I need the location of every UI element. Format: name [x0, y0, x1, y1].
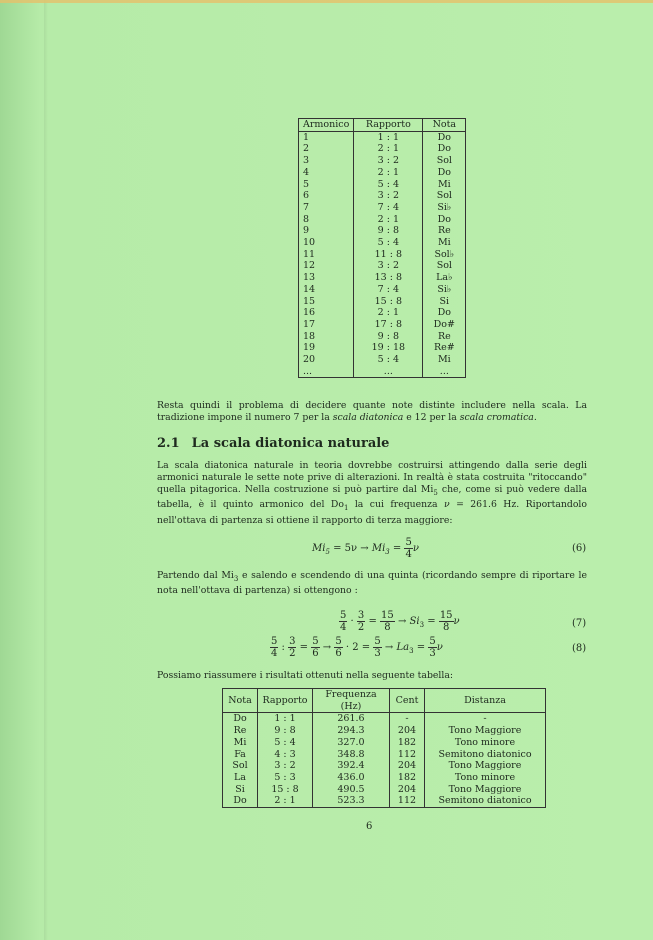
eq8-f4n: 5: [335, 636, 342, 647]
equation-6-number: (6): [572, 543, 587, 554]
table-row: [299, 155, 466, 167]
eq8-f6n: 5: [429, 636, 436, 647]
paragraph-construction: [157, 460, 587, 527]
table-cell: 392.4: [313, 760, 390, 772]
eq8-f5n: 5: [374, 636, 381, 647]
table-row: [299, 307, 466, 319]
section-title: La scala diatonica naturale: [191, 436, 390, 451]
eq8-arrow: →: [319, 642, 335, 653]
notes-header-row: [223, 689, 546, 713]
table-cell: 6: [299, 190, 354, 202]
table-row: [299, 190, 466, 202]
table-row: [223, 784, 546, 796]
eq8-f3n: 5: [312, 636, 319, 647]
table-cell: Si: [223, 784, 258, 796]
table-row: [299, 366, 466, 378]
table-cell: 8: [299, 214, 354, 226]
table-cell: Do: [223, 795, 258, 807]
eq8-dot2: · 2 =: [342, 642, 374, 653]
eq7-lhs: Si: [409, 616, 420, 627]
table-cell: 19 : 18: [354, 342, 423, 354]
eq7-dot: ·: [347, 616, 357, 627]
section-number: 2.1: [157, 436, 180, 451]
table-cell: 204: [390, 725, 425, 737]
table-cell: Si♭: [423, 284, 466, 296]
table-cell: Mi: [223, 737, 258, 749]
table-cell: La♭: [423, 272, 466, 284]
table-cell: 490.5: [313, 784, 390, 796]
eq7-f1d: 4: [340, 622, 347, 633]
header-cent: Cent: [390, 689, 425, 713]
top-edge: [0, 0, 653, 3]
para2-text-a: La scala diatonica naturale in teoria dovrebbe costruirsi attingendo dalla serie degli armonici naturale le sette note prive di alterazioni. In realtà è stata costruita "ritoccando" quella pitagorica. Nella costruzione si può partire dal Mi: [157, 460, 587, 496]
eq8-frac5: [373, 636, 381, 659]
table-cell: 3 : 2: [354, 260, 423, 272]
table-cell: 1 : 1: [354, 131, 423, 143]
table-cell: 15 : 8: [354, 296, 423, 308]
equation-6: [312, 537, 419, 560]
table-cell: Do: [423, 143, 466, 155]
table-row: [299, 272, 466, 284]
eq8-lhs-sub: 3: [409, 647, 414, 655]
eq8-frac3: [311, 636, 319, 659]
table-cell: Fa: [223, 749, 258, 761]
eq7-f2d: 2: [357, 622, 365, 633]
header-rapporto: Rapporto: [258, 689, 313, 713]
eq8-f2n: 3: [289, 636, 296, 647]
table-cell: 112: [390, 795, 425, 807]
section-heading: [157, 436, 389, 451]
table-cell: Re#: [423, 342, 466, 354]
para2-text-b: che, come si può vedere dalla tabella, è il quinto armonico del Do: [157, 484, 588, 511]
eq8-colon: :: [278, 642, 289, 653]
table-cell: 294.3: [313, 725, 390, 737]
para3-text-a: Partendo dal Mi: [157, 570, 234, 581]
eq7-f2n: 3: [357, 610, 365, 621]
table-cell: 327.0: [313, 737, 390, 749]
table-cell: 261.6: [313, 713, 390, 725]
table-cell: 9 : 8: [354, 331, 423, 343]
eq7-f4d: 8: [442, 622, 450, 633]
table-row: [299, 225, 466, 237]
eq8-frac6: [428, 636, 436, 659]
table-cell: Mi: [423, 237, 466, 249]
eq8-frac4: [334, 636, 342, 659]
eq6-eq: =: [389, 543, 405, 554]
table-cell: 9 : 8: [354, 225, 423, 237]
eq6-lhs: Mi: [312, 543, 326, 554]
page-fold-shadow: [44, 0, 48, 940]
table-cell: Mi: [423, 354, 466, 366]
eq7-eq2: =: [424, 616, 439, 627]
harmonics-table: [298, 118, 466, 378]
para1-chromatic: scala cromatica: [459, 412, 534, 424]
header-armonico: Armonico: [299, 119, 354, 132]
table-row: [223, 725, 546, 737]
header-nota: Nota: [223, 689, 258, 713]
para1-diatonic: scala diatonica: [332, 412, 404, 424]
table-cell: Do: [223, 713, 258, 725]
table-cell: 2 : 1: [354, 167, 423, 179]
para1-text-a: Resta quindi il problema di decidere quante note distinte includere nella scala. La tradizione impone il numero 7 per la: [157, 400, 587, 424]
table-cell: ...: [354, 366, 423, 378]
table-cell: 17 : 8: [354, 319, 423, 331]
table-cell: 3 : 2: [354, 190, 423, 202]
eq6-rhs: Mi: [371, 543, 386, 554]
table-cell: Re: [423, 331, 466, 343]
table-cell: 3 : 2: [354, 155, 423, 167]
table-cell: Semitono diatonico: [425, 795, 546, 807]
eq6-num: 5: [405, 537, 412, 548]
para3-text-b: e salendo e scendendo di una quinta (ricordando sempre di riportare le nota nell'ottava di partenza) si ottengono :: [157, 570, 587, 597]
para2-nu: ν: [444, 499, 450, 511]
table-row: [299, 167, 466, 179]
eq8-f3d: 6: [312, 648, 319, 659]
table-cell: Tono minore: [425, 737, 546, 749]
header-distanza: Distanza: [425, 689, 546, 713]
paragraph-scale-count: [157, 400, 587, 424]
table-cell: 2 : 1: [258, 795, 313, 807]
table-cell: 11 : 8: [354, 249, 423, 261]
eq8-arrow2: →: [381, 642, 397, 653]
harmonics-header-row: [299, 119, 466, 132]
para1-text-c: e 12 per la: [403, 412, 460, 424]
table-cell: 18: [299, 331, 354, 343]
table-cell: 436.0: [313, 772, 390, 784]
eq7-f1n: 5: [340, 610, 347, 621]
eq8-eq: =: [296, 642, 312, 653]
table-cell: 3: [299, 155, 354, 167]
eq7-nu: ν: [453, 616, 460, 627]
table-cell: 1 : 1: [258, 713, 313, 725]
eq8-lhs: La: [396, 642, 410, 653]
header-nota: Nota: [423, 119, 466, 132]
table-cell: 10: [299, 237, 354, 249]
table-cell: 14: [299, 284, 354, 296]
table-cell: 12: [299, 260, 354, 272]
table-cell: 4 : 3: [258, 749, 313, 761]
eq7-frac3: [380, 610, 395, 633]
table-cell: Si: [423, 296, 466, 308]
table-row: [299, 131, 466, 143]
table-row: [223, 772, 546, 784]
table-cell: Sol♭: [423, 249, 466, 261]
table-cell: -: [425, 713, 546, 725]
table-cell: 9 : 8: [258, 725, 313, 737]
para2-sub-b: 1: [343, 504, 349, 513]
eq8-f1d: 4: [271, 648, 278, 659]
equation-8: [270, 636, 443, 659]
table-row: [299, 214, 466, 226]
table-cell: Re: [223, 725, 258, 737]
table-cell: 13: [299, 272, 354, 284]
table-row: [299, 249, 466, 261]
table-cell: 7: [299, 202, 354, 214]
para2-text-d: = 261.6 Hz. Riportandolo nell'ottava di partenza si ottiene il rapporto di terza maggiore:: [157, 499, 588, 526]
table-cell: Tono Maggiore: [425, 725, 546, 737]
table-cell: Sol: [423, 260, 466, 272]
header-frequenza: Frequenza (Hz): [313, 689, 390, 713]
eq7-f3d: 8: [384, 622, 391, 633]
notes-table: [222, 688, 546, 808]
table-row: [299, 354, 466, 366]
header-rapporto: Rapporto: [354, 119, 423, 132]
eq6-lhs-sub: 5: [325, 548, 330, 556]
table-cell: 5 : 4: [354, 237, 423, 249]
table-cell: 112: [390, 749, 425, 761]
eq7-f3n: 15: [381, 610, 394, 621]
table-cell: 11: [299, 249, 354, 261]
eq8-eq2: =: [413, 642, 429, 653]
table-cell: 17: [299, 319, 354, 331]
table-cell: Sol: [423, 155, 466, 167]
eq7-arrow: →: [394, 616, 410, 627]
eq6-mid: = 5ν →: [329, 543, 372, 554]
table-cell: Do: [423, 131, 466, 143]
eq6-nu: ν: [412, 543, 419, 554]
eq8-nu: ν: [436, 642, 443, 653]
para1-text-e: .: [533, 412, 537, 424]
table-cell: 16: [299, 307, 354, 319]
eq8-f4d: 6: [335, 648, 342, 659]
equation-7: [339, 610, 460, 633]
table-cell: Do: [423, 167, 466, 179]
table-cell: Do: [423, 307, 466, 319]
table-cell: Si♭: [423, 202, 466, 214]
table-cell: 3 : 2: [258, 760, 313, 772]
table-cell: Tono Maggiore: [425, 784, 546, 796]
table-row: [299, 319, 466, 331]
eq6-den: 4: [405, 549, 412, 560]
table-cell: Mi: [423, 179, 466, 191]
eq7-eq: =: [365, 616, 381, 627]
table-cell: Do: [423, 214, 466, 226]
table-cell: 5 : 4: [354, 179, 423, 191]
table-cell: La: [223, 772, 258, 784]
table-cell: 182: [390, 737, 425, 749]
table-cell: Do#: [423, 319, 466, 331]
table-row: [299, 179, 466, 191]
table-cell: Tono minore: [425, 772, 546, 784]
table-cell: Sol: [223, 760, 258, 772]
eq8-f2d: 2: [289, 648, 296, 659]
table-row: [223, 737, 546, 749]
table-cell: 20: [299, 354, 354, 366]
table-cell: -: [390, 713, 425, 725]
table-cell: 5: [299, 179, 354, 191]
table-row: [299, 331, 466, 343]
table-cell: 9: [299, 225, 354, 237]
table-cell: 5 : 4: [354, 354, 423, 366]
table-cell: Tono Maggiore: [425, 760, 546, 772]
equation-7-number: (7): [572, 618, 587, 629]
table-cell: 1: [299, 131, 354, 143]
table-row: [299, 296, 466, 308]
eq6-fraction: [404, 537, 412, 560]
table-cell: 13 : 8: [354, 272, 423, 284]
eq8-f1n: 5: [271, 636, 278, 647]
table-row: [299, 143, 466, 155]
table-row: [299, 202, 466, 214]
paragraph-summary: Possiamo riassumere i risultati ottenuti nella seguente tabella:: [157, 670, 454, 681]
paragraph-fifths: [157, 570, 587, 597]
table-cell: ...: [423, 366, 466, 378]
table-row: [299, 342, 466, 354]
table-row: [299, 284, 466, 296]
equation-8-number: (8): [572, 643, 587, 654]
table-row: [299, 260, 466, 272]
table-cell: 7 : 4: [354, 284, 423, 296]
table-cell: 2 : 1: [354, 143, 423, 155]
table-cell: 15 : 8: [258, 784, 313, 796]
table-cell: Semitono diatonico: [425, 749, 546, 761]
para2-text-c: la cui frequenza: [348, 499, 444, 511]
eq6-rhs-sub: 3: [385, 548, 390, 556]
table-cell: 348.8: [313, 749, 390, 761]
eq8-f5d: 3: [374, 648, 381, 659]
table-cell: 4: [299, 167, 354, 179]
eq8-f6d: 3: [429, 648, 436, 659]
para2-sub-a: 5: [433, 489, 438, 498]
table-cell: 5 : 3: [258, 772, 313, 784]
table-cell: 523.3: [313, 795, 390, 807]
para3-sub: 3: [233, 574, 239, 583]
table-row: [223, 749, 546, 761]
eq7-f4n: 15: [439, 610, 453, 621]
table-row: [223, 760, 546, 772]
table-cell: Re: [423, 225, 466, 237]
table-cell: 2: [299, 143, 354, 155]
eq7-frac4: [439, 610, 454, 633]
table-row: [223, 713, 546, 725]
table-cell: 204: [390, 784, 425, 796]
table-cell: 7 : 4: [354, 202, 423, 214]
table-cell: 2 : 1: [354, 307, 423, 319]
table-cell: 15: [299, 296, 354, 308]
table-row: [223, 795, 546, 807]
table-cell: 19: [299, 342, 354, 354]
table-cell: Sol: [423, 190, 466, 202]
page-number: 6: [366, 821, 373, 832]
table-cell: 204: [390, 760, 425, 772]
eq7-lhs-sub: 3: [419, 621, 425, 629]
table-cell: 5 : 4: [258, 737, 313, 749]
table-cell: 182: [390, 772, 425, 784]
table-row: [299, 237, 466, 249]
table-cell: 2 : 1: [354, 214, 423, 226]
table-cell: ...: [299, 366, 354, 378]
